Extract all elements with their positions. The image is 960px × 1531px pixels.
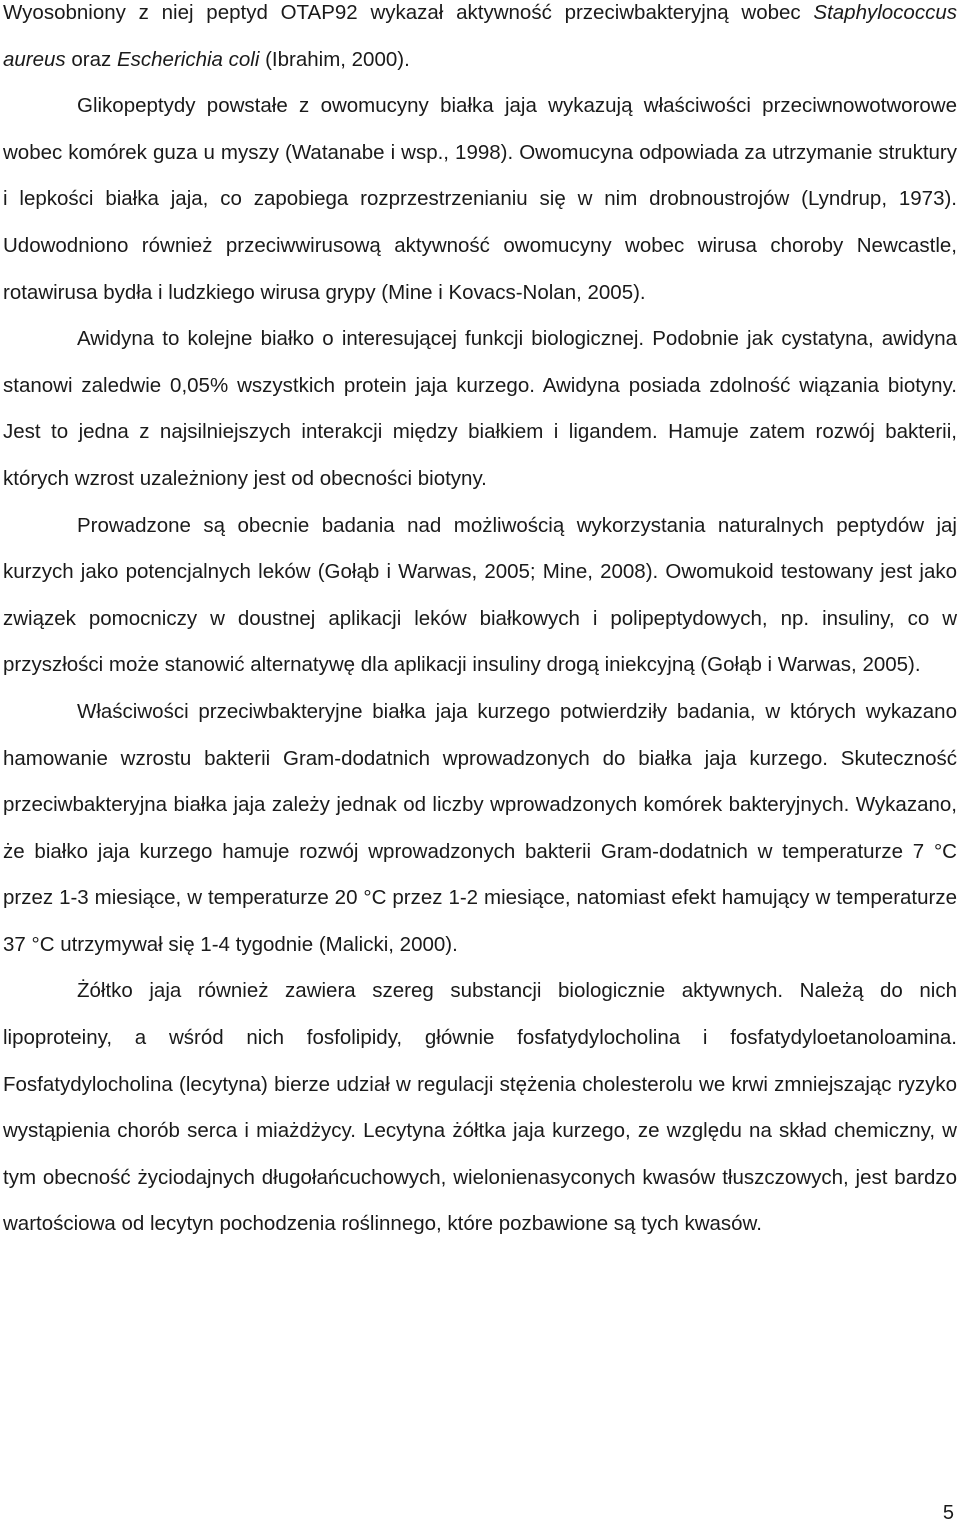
paragraph-1-italic-species-1: Staphylococcus aureus [3,1,957,71]
paragraph-1-text-middle: oraz [65,47,117,71]
paragraph-1-text-after: (Ibrahim, 2000). [259,47,410,71]
paragraph-1-italic-species-2: Escherichia coli [116,47,260,71]
paragraph-5: Właściwości przeciwbakteryjne białka jaja kurzego potwierdziły badania, w których wykazano hamowanie wzrostu bakterii Gram-dodatnich wprowadzonych do białka jaja kurzego. Skuteczność przeciwbakteryjna białka jaja zależy jednak od liczby wprowadzonych komórek bakteryjnych. Wykazano, że białko jaja kurzego hamuje rozwój wprowadzonych bakterii Gram-dodatnich w temperaturze 7 °C przez 1-3 miesiące, w temperaturze 20 °C przez 1-2 miesiące, natomiast efekt hamujący w temperaturze 37 °C utrzymywał się 1-4 tygodnie (Malicki, 2000). [3,699,957,956]
paragraph-3: Awidyna to kolejne białko o interesującej funkcji biologicznej. Podobnie jak cystatyna, awidyna stanowi zaledwie 0,05% wszystkich protein jaja kurzego. Awidyna posiada zdolność wiązania biotyny. Jest to jedna z najsilniejszych interakcji między białkiem i ligandem. Hamuje zatem rozwój bakterii, których wzrost uzależniony jest od obecności biotyny. [3,327,957,490]
paragraph-1-text-before: Wyosobniony z niej peptyd OTAP92 wykazał aktywność przeciwbakteryjną wobec [3,1,814,24]
paragraph-2: Glikopeptydy powstałe z owomucyny białka jaja wykazują właściwości przeciwnowotworowe wobec komórek guza u myszy (Watanabe i wsp., 1998). Owomucyna odpowiada za utrzymanie struktury i lepkości białka jaja, co zapobiega rozprzestrzenianiu się w nim drobnoustrojów (Lyndrup, 1973). Udowodniono również przeciwwirusową aktywność owomucyny wobec wirusa choroby Newcastle, rotawirusa bydła i ludzkiego wirusa grypy (Mine i Kovacs-Nolan, 2005). [3,94,957,304]
paragraph-1 [3,0,957,83]
page-number: 5 [942,1502,954,1524]
paragraph-6: Żółtko jaja również zawiera szereg substancji biologicznie aktywnych. Należą do nich lipoproteiny, a wśród nich fosfolipidy, głównie fosfatydylocholina i fosfatydyloetanoloamina. Fosfatydylocholina (lecytyna) bierze udział w regulacji stężenia cholesterolu we krwi zmniejszając ryzyko wystąpienia chorób serca i miażdżycy. Lecytyna żółtka jaja kurzego, ze względu na skład chemiczny, w tym obecność życiodajnych długołańcuchowych, wielonienasyconych kwasów tłuszczowych, jest bardzo wartościowa od lecytyn pochodzenia roślinnego, które pozbawione są tych kwasów. [3,979,957,1236]
document-page [3,0,957,1248]
paragraph-4: Prowadzone są obecnie badania nad możliwością wykorzystania naturalnych peptydów jaj kurzych jako potencjalnych leków (Gołąb i Warwas, 2005; Mine, 2008). Owomukoid testowany jest jako związek pomocniczy w doustnej aplikacji leków białkowych i polipeptydowych, np. insuliny, co w przyszłości może stanowić alternatywę dla aplikacji insuliny drogą iniekcyjną (Gołąb i Warwas, 2005). [3,513,957,677]
